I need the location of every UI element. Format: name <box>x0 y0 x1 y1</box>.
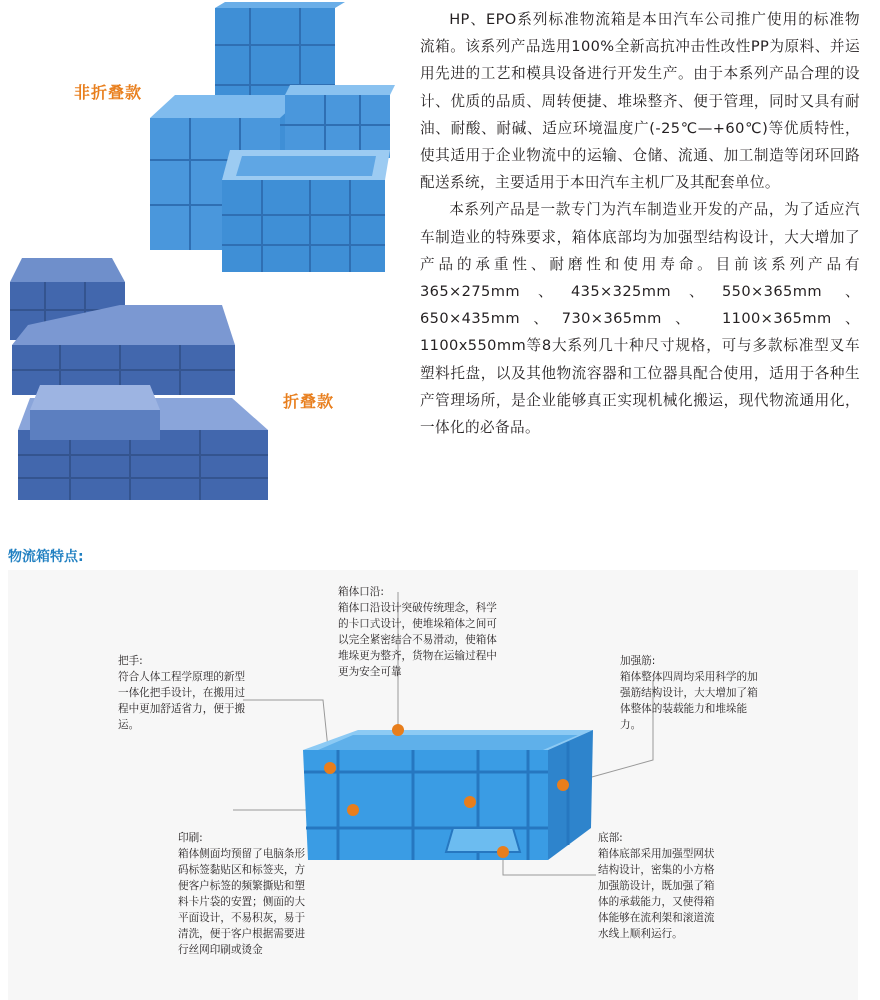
crate-stack-illustration <box>0 0 410 530</box>
features-panel <box>8 570 858 1000</box>
callout-print <box>178 830 306 958</box>
features-title: 物流箱特点: <box>8 549 84 565</box>
feature-crate-image <box>303 730 593 860</box>
callout-handle-text: 符合人体工程学原理的新型一体化把手设计，在搬用过程中更加舒适省力，便于搬运。 <box>118 671 246 731</box>
callout-rim-text: 箱体口沿设计突破传统理念，科学的卡口式设计，使堆垛箱体之间可以完全紧密结合不易滑动，使箱体堆垛更为整齐，货物在运输过程中更为安全可靠 <box>338 602 497 678</box>
intro-paragraph-2: 本系列产品是一款专门为汽车制造业开发的产品，为了适应汽车制造业的特殊要求，箱体底部均为加强型结构设计，大大增加了产品的承重性、耐磨性和使用寿命。目前该系列产品有365×275mm、435×325mm、550×365mm 、650×435mm、730×365mm、 1100×365mm、1100x550mm等8大系列几十种尺寸规格，可与多款标准型叉车塑料托盘，以及其他物流容器和工位器具配合使用，适用于各种生产管理场所，是企业能够真正实现机械化搬运，现代物流通用化，一体化的必备品。 <box>420 201 860 437</box>
callout-handle-title: 把手: <box>118 655 143 667</box>
callout-rib-text: 箱体整体四周均采用科学的加强筋结构设计，大大增加了箱体整体的装载能力和堆垛能力。 <box>620 671 758 731</box>
callout-handle <box>118 653 246 733</box>
callout-rim-title: 箱体口沿: <box>338 586 384 598</box>
callout-rib-title: 加强筋: <box>620 655 656 667</box>
callout-rib <box>620 653 762 733</box>
folding-crates-image <box>10 258 268 500</box>
callout-bottom <box>598 830 724 942</box>
callout-rim <box>338 584 498 680</box>
callout-print-text: 箱体侧面均预留了电脑条形码标签黏贴区和标签夹，方便客户标签的频繁撕贴和塑料卡片袋的安置；侧面的大平面设计，不易积灰，易于清洗，便于客户根据需要进行丝网印刷或烫金 <box>178 848 306 956</box>
callout-print-title: 印刷: <box>178 832 203 844</box>
callout-bottom-text: 箱体底部采用加强型网状结构设计，密集的小方格加强筋设计，既加强了箱体的承载能力，又使得箱体能够在流利架和滚道流水线上顺利运行。 <box>598 848 715 940</box>
product-photos <box>0 0 410 530</box>
intro-text <box>420 6 860 441</box>
non-folding-label: 非折叠款 <box>74 83 143 102</box>
callout-bottom-title: 底部: <box>598 832 623 844</box>
non-folding-crates-image <box>150 2 395 272</box>
intro-paragraph-1: HP、EPO系列标准物流箱是本田汽车公司推广使用的标准物流箱。该系列产品选用100%全新高抗冲击性改性PP为原料、并运用先进的工艺和模具设备进行开发生产。由于本系列产品合理的设计、优质的品质、周转便捷、堆垛整齐、便于管理，同时又具有耐油、耐酸、耐碱、适应环境温度广(-25℃—+60℃)等优质特性，使其适用于企业物流中的运输、仓储、流通、加工制造等闭环回路配送系统，主要适用于本田汽车主机厂及其配套单位。 <box>420 11 860 192</box>
folding-label: 折叠款 <box>283 392 335 411</box>
